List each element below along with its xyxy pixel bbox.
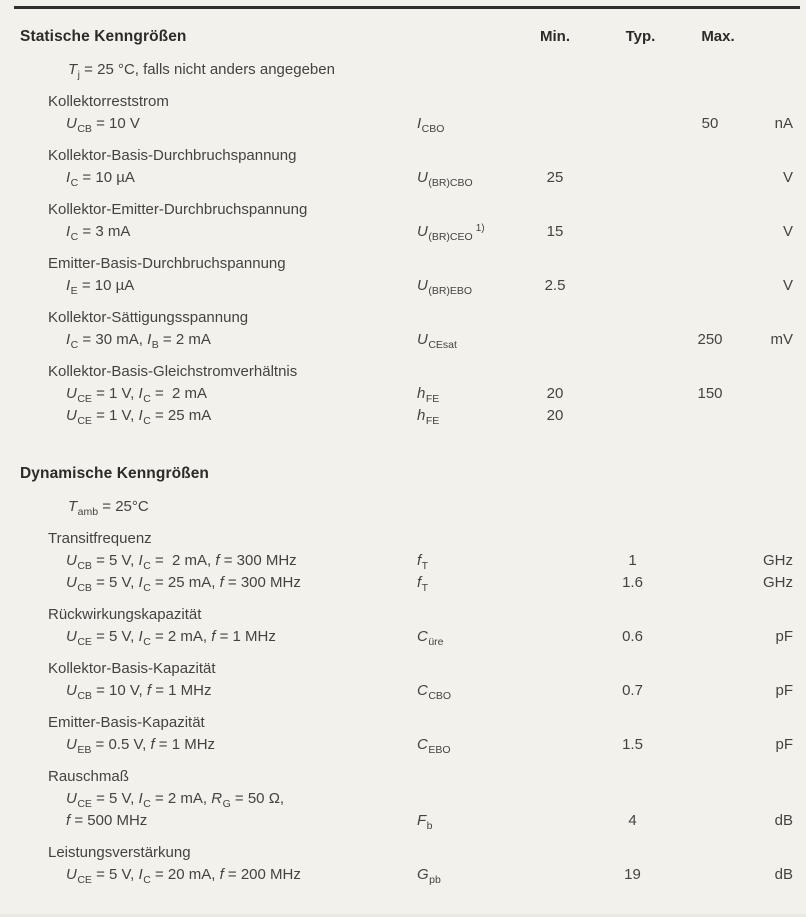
min-value-cell: 15	[546, 223, 564, 240]
table-row	[0, 383, 806, 405]
max-value-cell: 150	[697, 385, 723, 402]
parameter-group	[0, 658, 806, 702]
max-value-cell	[680, 788, 740, 810]
typ-value-cell	[585, 113, 680, 135]
max-value-cell	[680, 550, 740, 572]
table-row	[0, 734, 806, 756]
section-title: Statische Kenngrößen	[20, 28, 187, 45]
table-row	[0, 572, 806, 594]
condition-cell: $U_{CB} = 5$ V, $I_C = 2$ mA, f = 300 MHz	[66, 552, 297, 572]
symbol-cell: $h_{FE}$	[417, 407, 440, 427]
section-title: Dynamische Kenngrößen	[20, 465, 210, 482]
typ-value-cell	[585, 788, 680, 810]
typ-value-cell	[585, 221, 680, 243]
table-row	[0, 864, 806, 886]
parameter-group	[0, 712, 806, 756]
column-header-unit-spacer	[740, 26, 793, 48]
section-header-row	[0, 463, 806, 485]
min-value-cell	[525, 626, 585, 648]
column-header-min: Min.	[540, 28, 570, 45]
table-row	[0, 221, 806, 243]
typ-value-cell: 0.7	[622, 682, 643, 699]
min-value-cell	[525, 788, 585, 810]
condition-cell: $I_E = 10$ µA	[66, 277, 135, 297]
max-value-cell	[680, 405, 740, 427]
min-value-cell	[525, 572, 585, 594]
max-value-cell	[680, 810, 740, 832]
parameter-name: Kollektorreststrom	[48, 93, 169, 110]
parameter-name: Emitter-Basis-Durchbruchspannung	[48, 255, 286, 272]
min-value-cell: 2.5	[544, 277, 566, 294]
unit-cell: mV	[770, 331, 793, 348]
symbol-cell: $I_{CBO}$	[417, 115, 445, 135]
parameter-group	[0, 842, 806, 886]
unit-cell: V	[782, 277, 793, 294]
symbol-cell: $U_{(BR)EBO}$	[417, 277, 473, 297]
typ-value-cell: 0.6	[622, 628, 643, 645]
condition-cell: $U_{EB} = 0.5$ V, f = 1 MHz	[66, 736, 216, 756]
min-value-cell	[525, 810, 585, 832]
min-value-cell	[525, 550, 585, 572]
unit-cell	[740, 383, 793, 405]
symbol-cell: $U_{CEsat}$	[417, 331, 457, 351]
min-value-cell	[525, 113, 585, 135]
condition-cell: $U_{CE} = 5$ V, $I_C = 2$ mA, $R_G = 50$ Ω,	[66, 790, 285, 810]
symbol-cell: $U_{(BR)CEO}^{1)}$	[417, 223, 485, 243]
typ-value-cell: 1.6	[622, 574, 643, 591]
parameter-name: Rauschmaß	[48, 768, 129, 785]
parameter-group	[0, 145, 806, 189]
typ-value-cell: 19	[624, 866, 641, 883]
table-row	[0, 329, 806, 351]
min-value-cell: 20	[546, 385, 564, 402]
characteristics-table	[0, 26, 806, 886]
max-value-cell	[680, 221, 740, 243]
unit-cell: GHz	[763, 552, 793, 569]
condition-cell: $U_{CE} = 5$ V, $I_C = 2$ mA, f = 1 MHz	[66, 628, 276, 648]
section-condition-note: $T_{amb} = 25^\circ C$	[68, 498, 149, 518]
symbol-cell: $F_b$	[417, 812, 433, 832]
unit-cell	[740, 405, 793, 427]
max-value-cell	[680, 734, 740, 756]
unit-cell: GHz	[763, 574, 793, 591]
min-value-cell	[525, 680, 585, 702]
table-row	[0, 113, 806, 135]
typ-value-cell	[585, 329, 680, 351]
condition-cell: $U_{CB} = 10$ V	[66, 115, 140, 135]
column-header-max: Max.	[701, 28, 735, 45]
column-header-typ	[585, 463, 680, 485]
parameter-group	[0, 361, 806, 427]
typ-value-cell: 4	[628, 812, 637, 829]
min-value-cell	[525, 864, 585, 886]
symbol-cell: $f_T$	[417, 552, 429, 572]
table-row	[0, 405, 806, 427]
typ-value-cell: 1	[628, 552, 637, 569]
symbol-cell: $f_T$	[417, 574, 429, 594]
parameter-group	[0, 91, 806, 135]
condition-cell: $U_{CB} = 10$ V, f = 1 MHz	[66, 682, 212, 702]
unit-cell: nA	[774, 115, 793, 132]
table-row	[0, 788, 806, 810]
unit-cell: pF	[775, 682, 793, 699]
table-row	[0, 810, 806, 832]
parameter-group	[0, 253, 806, 297]
parameter-group	[0, 528, 806, 594]
section-condition-note: $T_j = 25$ °C, falls nicht anders angegeben	[68, 61, 335, 81]
unit-cell: pF	[775, 736, 793, 753]
max-value-cell	[680, 680, 740, 702]
symbol-cell: $h_{FE}$	[417, 385, 440, 405]
unit-cell: V	[782, 223, 793, 240]
parameter-group	[0, 199, 806, 243]
unit-cell: dB	[774, 812, 793, 829]
table-row	[0, 275, 806, 297]
parameter-name: Kollektor-Sättigungsspannung	[48, 309, 249, 326]
max-value-cell	[680, 572, 740, 594]
section-header-row	[0, 26, 806, 48]
parameter-name: Emitter-Basis-Kapazität	[48, 714, 205, 731]
table-row	[0, 550, 806, 572]
symbol-cell: $C_{EBO}$	[417, 736, 451, 756]
parameter-name: Rückwirkungskapazität	[48, 606, 202, 623]
condition-cell: $I_C = 10$ µA	[66, 169, 135, 189]
parameter-name: Kollektor-Emitter-Durchbruchspannung	[48, 201, 308, 218]
symbol-cell: $U_{(BR)CBO}$	[417, 169, 473, 189]
max-value-cell	[680, 864, 740, 886]
typ-value-cell	[585, 405, 680, 427]
section-1	[0, 26, 806, 427]
min-value-cell	[525, 734, 585, 756]
column-header-unit-spacer	[740, 463, 793, 485]
typ-value-cell: 1.5	[622, 736, 643, 753]
max-value-cell	[680, 167, 740, 189]
column-header-typ: Typ.	[625, 28, 656, 45]
symbol-cell	[417, 788, 525, 810]
typ-value-cell	[585, 167, 680, 189]
unit-cell	[740, 788, 793, 810]
parameter-name: Kollektor-Basis-Kapazität	[48, 660, 216, 677]
condition-cell: $U_{CE} = 1$ V, $I_C = 25$ mA	[66, 407, 212, 427]
table-row	[0, 167, 806, 189]
min-value-cell: 25	[546, 169, 564, 186]
parameter-group	[0, 307, 806, 351]
typ-value-cell	[585, 383, 680, 405]
column-header-min	[525, 463, 585, 485]
symbol-cell: $C_{CBO}$	[417, 682, 452, 702]
column-header-max	[680, 463, 740, 485]
symbol-cell: $G_{pb}$	[417, 866, 441, 886]
table-row	[0, 626, 806, 648]
condition-cell: $U_{CB} = 5$ V, $I_C = 25$ mA, f = 300 MHz	[66, 574, 301, 594]
parameter-name: Leistungsverstärkung	[48, 844, 191, 861]
symbol-cell: $C_{üre}$	[417, 628, 444, 648]
max-value-cell	[680, 275, 740, 297]
parameter-name: Transitfrequenz	[48, 530, 152, 547]
parameter-name: Kollektor-Basis-Durchbruchspannung	[48, 147, 297, 164]
unit-cell: V	[782, 169, 793, 186]
condition-cell: $U_{CE} = 1$ V, $I_C = 2$ mA	[66, 385, 208, 405]
condition-cell: $I_C = 3$ mA	[66, 223, 131, 243]
parameter-name: Kollektor-Basis-Gleichstromverhältnis	[48, 363, 298, 380]
condition-cell: $U_{CE} = 5$ V, $I_C = 20$ mA, f = 200 MHz	[66, 866, 301, 886]
unit-cell: dB	[774, 866, 793, 883]
max-value-cell: 250	[697, 331, 723, 348]
table-row	[0, 680, 806, 702]
min-value-cell	[525, 329, 585, 351]
parameter-group	[0, 766, 806, 832]
min-value-cell: 20	[546, 407, 564, 424]
typ-value-cell	[585, 275, 680, 297]
parameter-group	[0, 604, 806, 648]
max-value-cell	[680, 626, 740, 648]
condition-cell: $I_C = 30$ mA, $I_B = 2$ mA	[66, 331, 211, 351]
condition-cell: f = 500 MHz	[66, 812, 148, 829]
top-rule-divider	[14, 6, 800, 9]
section-2	[0, 463, 806, 886]
max-value-cell: 50	[701, 115, 719, 132]
unit-cell: pF	[775, 628, 793, 645]
